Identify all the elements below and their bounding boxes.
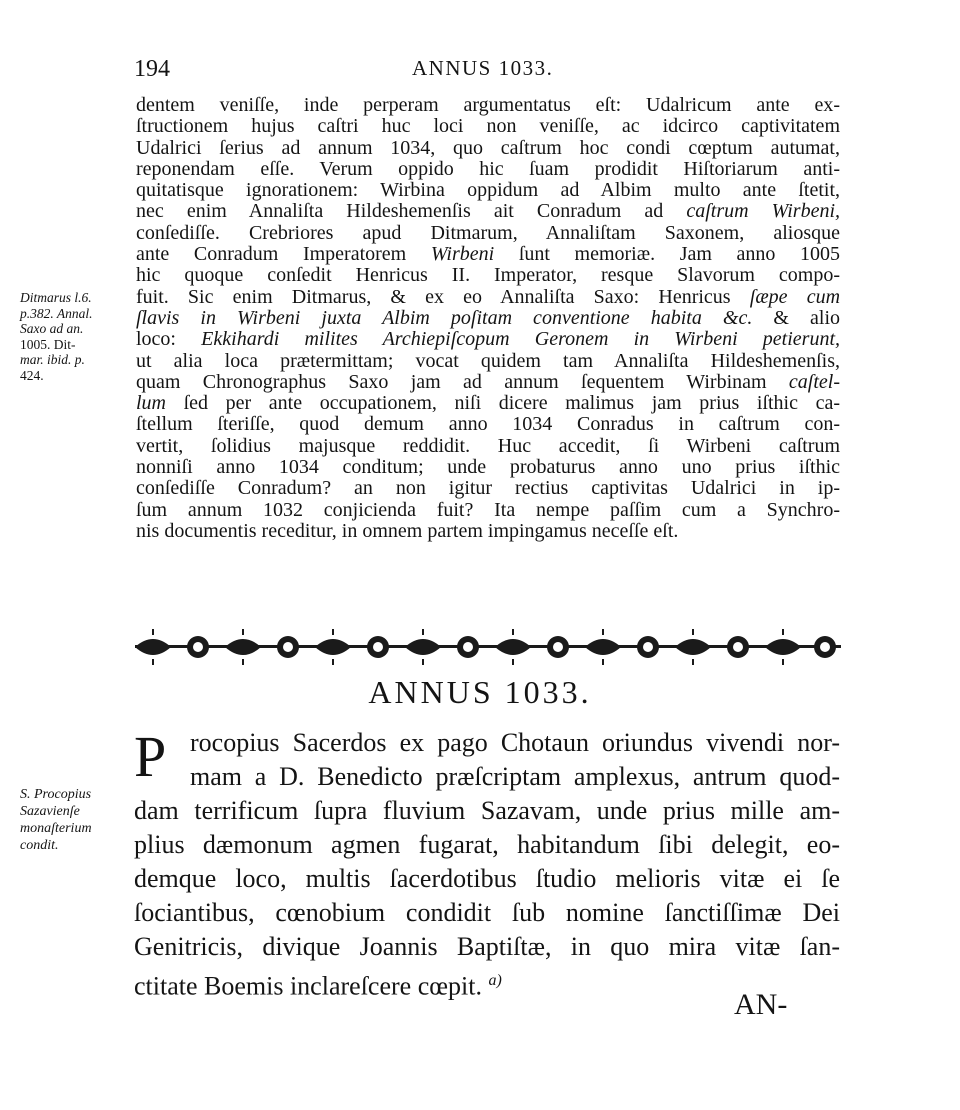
body-line: dentem veniſſe, inde perperam argumentatus eſt: Udalricum ante ex- bbox=[136, 94, 840, 116]
body-line bbox=[136, 329, 840, 350]
body-line-text: ſunt memoriæ. Jam anno 1005 bbox=[518, 243, 840, 266]
chapter-line: demque loco, multis ſacerdotibus ſtudio melioris vitæ ei ſe bbox=[134, 864, 840, 893]
margin-note-line: monaſterium bbox=[20, 821, 92, 836]
margin-note-line: Ditmarus l.6. bbox=[20, 290, 92, 305]
ornamental-border bbox=[135, 627, 841, 667]
chapter-line-text: ctitate Boemis inclareſcere cœpit. bbox=[134, 971, 482, 1001]
margin-note-line: S. Procopius bbox=[20, 787, 92, 802]
body-line: hic quoque conſedit Henricus II. Imperator, resque Slavorum compo- bbox=[136, 264, 840, 287]
body-line: quitatisque ignorationem: Wirbina oppidum ad Albim multo ante ſtetit, bbox=[136, 179, 840, 202]
body-line-text: ſed per ante occupationem, niſi dicere malimus jam prius iſthic ca- bbox=[183, 392, 841, 415]
body-line: nis documentis receditur, in omnem partem impingamus neceſſe eſt. bbox=[136, 519, 679, 542]
body-line: nonniſi anno 1034 conditum; unde probaturus anno uno prius iſthic bbox=[136, 456, 840, 479]
chapter-line: dam terrificum ſupra fluvium Sazavam, unde prius mille am- bbox=[134, 796, 840, 825]
body-line-text: nec enim Annaliſta Hildeshemenſis ait Conradum ad bbox=[136, 200, 664, 223]
catchword: AN- bbox=[734, 988, 788, 1021]
body-line: ſtructionem hujus caſtri huc loci non veniſſe, ac idcirco captivitatem bbox=[136, 115, 840, 138]
body-line: conſediſſe Conradum? an non igitur rectius captivitas Udalrici in ip- bbox=[136, 477, 840, 500]
body-line bbox=[136, 201, 840, 222]
italic-phrase: caſtel- bbox=[788, 370, 840, 393]
chapter-line: plius dæmonum agmen fugarat, habitandum ſibi delegit, eo- bbox=[134, 830, 840, 859]
italic-phrase: Ekkihardi milites Archiepiſcopum Geronem in Wirbeni petierunt, bbox=[201, 328, 841, 351]
body-text bbox=[136, 95, 840, 542]
margin-note-procopius bbox=[20, 786, 138, 854]
footnote-marker: a) bbox=[488, 972, 502, 989]
margin-note-line: condit. bbox=[20, 838, 59, 853]
running-head: ANNUS 1033. bbox=[412, 56, 554, 80]
chapter-line: mam a D. Benedicto præſcriptam amplexus, antrum quod- bbox=[190, 762, 840, 791]
body-line-text: & alio bbox=[773, 306, 841, 329]
chapter-line: rocopius Sacerdos ex pago Chotaun oriundus vivendi nor- bbox=[190, 728, 840, 757]
body-line: vertit, ſolidius majusque reddidit. Huc accedit, ſi Wirbeni caſtrum bbox=[136, 434, 840, 457]
italic-phrase: Wirbeni bbox=[430, 243, 495, 266]
body-line: Udalrici ſerius ad annum 1034, quo caſtrum hoc condi cœptum autumat, bbox=[136, 136, 840, 159]
margin-note-line: Sazavienſe bbox=[20, 804, 80, 819]
body-line-text: quam Chronographus Saxo jam ad annum ſequentem Wirbinam bbox=[136, 370, 767, 393]
body-line: ſtellum ſteriſſe, quod demum anno 1034 Conradus in caſtrum con- bbox=[136, 413, 840, 436]
body-line bbox=[136, 244, 840, 265]
body-line bbox=[136, 308, 840, 329]
italic-phrase: caſtrum Wirbeni, bbox=[686, 200, 841, 223]
body-line: ut alia loca prætermittam; vocat quidem tam Annaliſta Hildeshemenſis, bbox=[136, 349, 840, 372]
body-line-text: ante Conradum Imperatorem bbox=[136, 243, 407, 266]
margin-note-line: p.382. Annal. bbox=[20, 305, 93, 321]
chapter-text bbox=[134, 726, 840, 1001]
body-line-text: loco: bbox=[136, 328, 176, 351]
margin-note-citation bbox=[20, 290, 134, 383]
body-line bbox=[136, 372, 840, 393]
drop-cap: P bbox=[134, 724, 167, 789]
body-line-text: fuit. Sic enim Ditmarus, & ex eo Annaliſta Saxo: Henricus bbox=[136, 285, 731, 308]
margin-note-line: mar. ibid. p. bbox=[20, 352, 85, 367]
margin-note-line: Saxo ad an. bbox=[20, 321, 84, 336]
chapter-line: ſociantibus, cœnobium condidit ſub nomine ſanctiſſimæ Dei bbox=[134, 898, 840, 927]
chapter-line: Genitricis, divique Joannis Baptiſtæ, in quo mira vitæ ſan- bbox=[134, 932, 840, 961]
page-number: 194 bbox=[134, 56, 170, 82]
italic-phrase: lum bbox=[136, 392, 166, 415]
margin-note-line: 1005. Dit- bbox=[20, 336, 76, 352]
italic-phrase: ſlavis in Wirbeni juxta Albim poſitam conventione habita &c. bbox=[136, 306, 753, 329]
body-line bbox=[136, 287, 840, 308]
italic-phrase: ſæpe cum bbox=[749, 285, 841, 308]
body-line: ſum annum 1032 conjicienda fuit? Ita nempe paſſim cum a Synchro- bbox=[136, 498, 840, 521]
margin-note-line: 424. bbox=[20, 367, 44, 383]
body-line: reponendam eſſe. Verum oppido hic ſuam prodidit Hiſtoriarum anti- bbox=[136, 157, 840, 180]
body-line bbox=[136, 393, 840, 414]
body-line: conſediſſe. Crebriores apud Ditmarum, Annaliſtam Saxonem, aliosque bbox=[136, 221, 840, 244]
chapter-title: ANNUS 1033. bbox=[368, 674, 592, 710]
